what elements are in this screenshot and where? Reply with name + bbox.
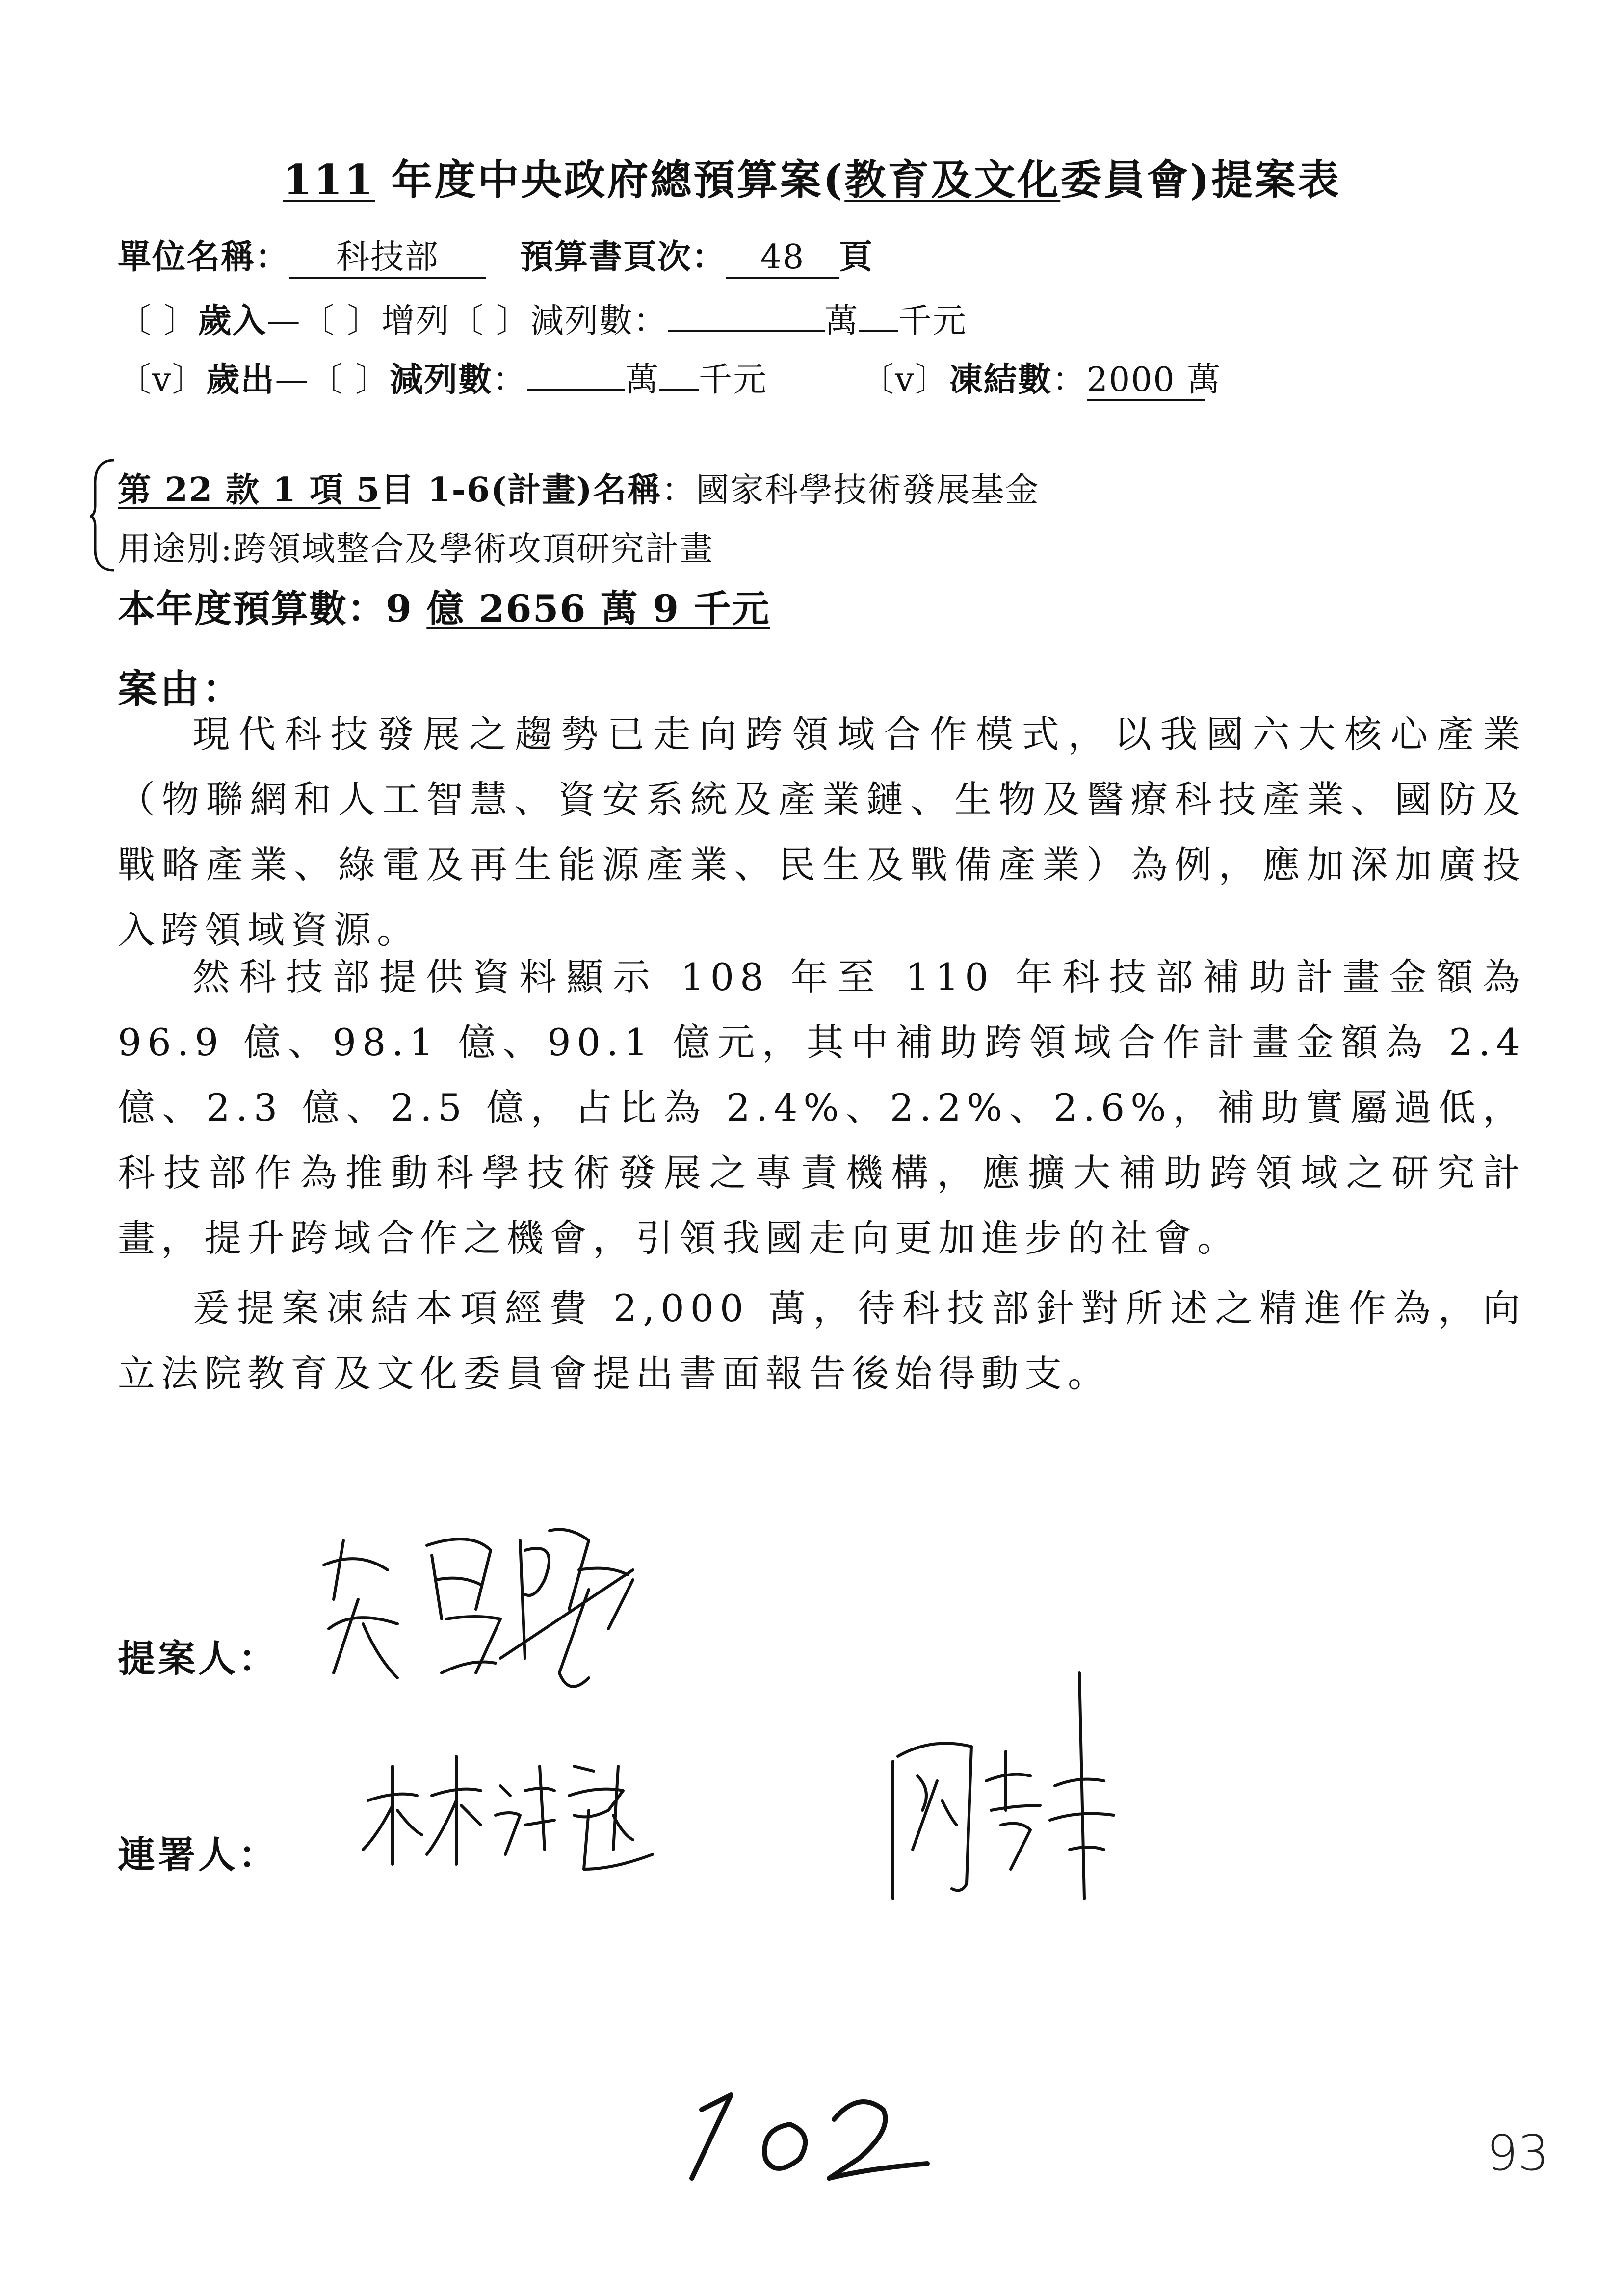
page-suffix: 頁 — [839, 237, 874, 277]
cosigner-label: 連署人： — [118, 1833, 279, 1877]
reduction-label: 減列數 — [390, 360, 493, 399]
reduction-colon: ： — [493, 361, 527, 399]
handwritten-page-number — [672, 2075, 947, 2188]
item-code-a: 第 22 款 1 項 5 — [118, 470, 381, 510]
item-name-value: ：國家科學技術發展基金 — [661, 471, 1040, 510]
proposer-signature — [314, 1511, 746, 1727]
expenditure-line — [118, 353, 1222, 401]
purpose-line: 用途別:跨領域整合及學術攻頂研究計畫 — [118, 530, 714, 569]
unit-line — [118, 231, 873, 279]
budget-value-b: 億 2656 萬 9 千元 — [426, 587, 770, 630]
left-brace-mark — [88, 456, 118, 574]
reason-paragraph-1: 現代科技發展之趨勢已走向跨領域合作模式，以我國六大核心產業（物聯網和人工智慧、資安系統及產業鏈、生物及醫療科技產業、國防及戰略產業、綠電及再生能源產業、民生及戰備產業）為例，應加深加廣投入跨領域資源。 — [118, 712, 1526, 952]
freeze-label: 凍結數 — [949, 360, 1052, 399]
reason-heading: 案由： — [118, 666, 244, 712]
revenue-label: 歲入 — [198, 301, 267, 340]
page-label: 預算書頁次： — [520, 237, 727, 277]
unit-value: 科技部 — [289, 238, 486, 279]
expenditure-wan: 萬 — [625, 361, 660, 399]
title-committee: 教育及文化 — [844, 156, 1061, 204]
expenditure-blank-qian — [659, 357, 699, 391]
revenue-qian: 千元 — [898, 302, 967, 340]
corner-number: 93 — [1487, 2124, 1549, 2182]
item-code-b: 目 1-6(計畫) — [380, 470, 593, 510]
budget-label: 本年度預算數： — [118, 587, 386, 630]
revenue-wan: 萬 — [824, 302, 859, 340]
revenue-checkbox: 〔 〕 — [118, 302, 198, 340]
freeze-checkbox: 〔v〕 — [861, 361, 949, 399]
page-title — [0, 147, 1624, 207]
freeze-value: 2000 萬 — [1087, 361, 1205, 401]
item-name-label: 名稱 — [593, 470, 662, 510]
expenditure-label: 歲出 — [206, 360, 275, 399]
revenue-blank-wan — [668, 298, 825, 332]
freeze-colon: ： — [1052, 361, 1087, 399]
unit-label: 單位名稱： — [118, 237, 290, 277]
budget-line — [118, 579, 770, 632]
title-text-before: 年度中央政府總預算案( — [375, 156, 845, 204]
expenditure-qian: 千元 — [699, 361, 768, 399]
title-year: 111 — [283, 156, 375, 204]
title-text-after: 委員會)提案表 — [1060, 156, 1341, 204]
proposer-label: 提案人： — [118, 1637, 279, 1680]
expenditure-dash: —〔 〕 — [275, 361, 390, 399]
reason-paragraph-3: 爰提案凍結本項經費 2,000 萬，待科技部針對所述之精進作為，向立法院教育及文化委員會提出書面報告後始得動支。 — [118, 1286, 1526, 1395]
revenue-line — [118, 294, 967, 342]
item-line — [118, 464, 1040, 511]
expenditure-checkbox: 〔v〕 — [118, 361, 207, 399]
revenue-options: —〔 〕增列〔 〕減列數： — [266, 302, 668, 340]
revenue-blank-qian — [859, 298, 898, 332]
budget-value-a: 9 — [386, 587, 427, 630]
cosigner-signature-1 — [358, 1737, 780, 1899]
reason-paragraph-2: 然科技部提供資料顯示 108 年至 110 年科技部補助計畫金額為 96.9 億、98.1 億、90.1 億元，其中補助跨領域合作計畫金額為 2.4 億、2.3 億、2.5 億，占比為 2.4%、2.2%、2.6%，補助實屬過低，科技部作為推動科學技術發展之專責機構，應擴大補助跨領域之研究計畫，提升跨域合作之機會，引領我國走向更加進步的社會。 — [118, 955, 1526, 1260]
expenditure-blank-wan — [527, 357, 625, 391]
cosigner-signature-2 — [873, 1663, 1168, 1918]
page-value: 48 — [726, 238, 839, 279]
